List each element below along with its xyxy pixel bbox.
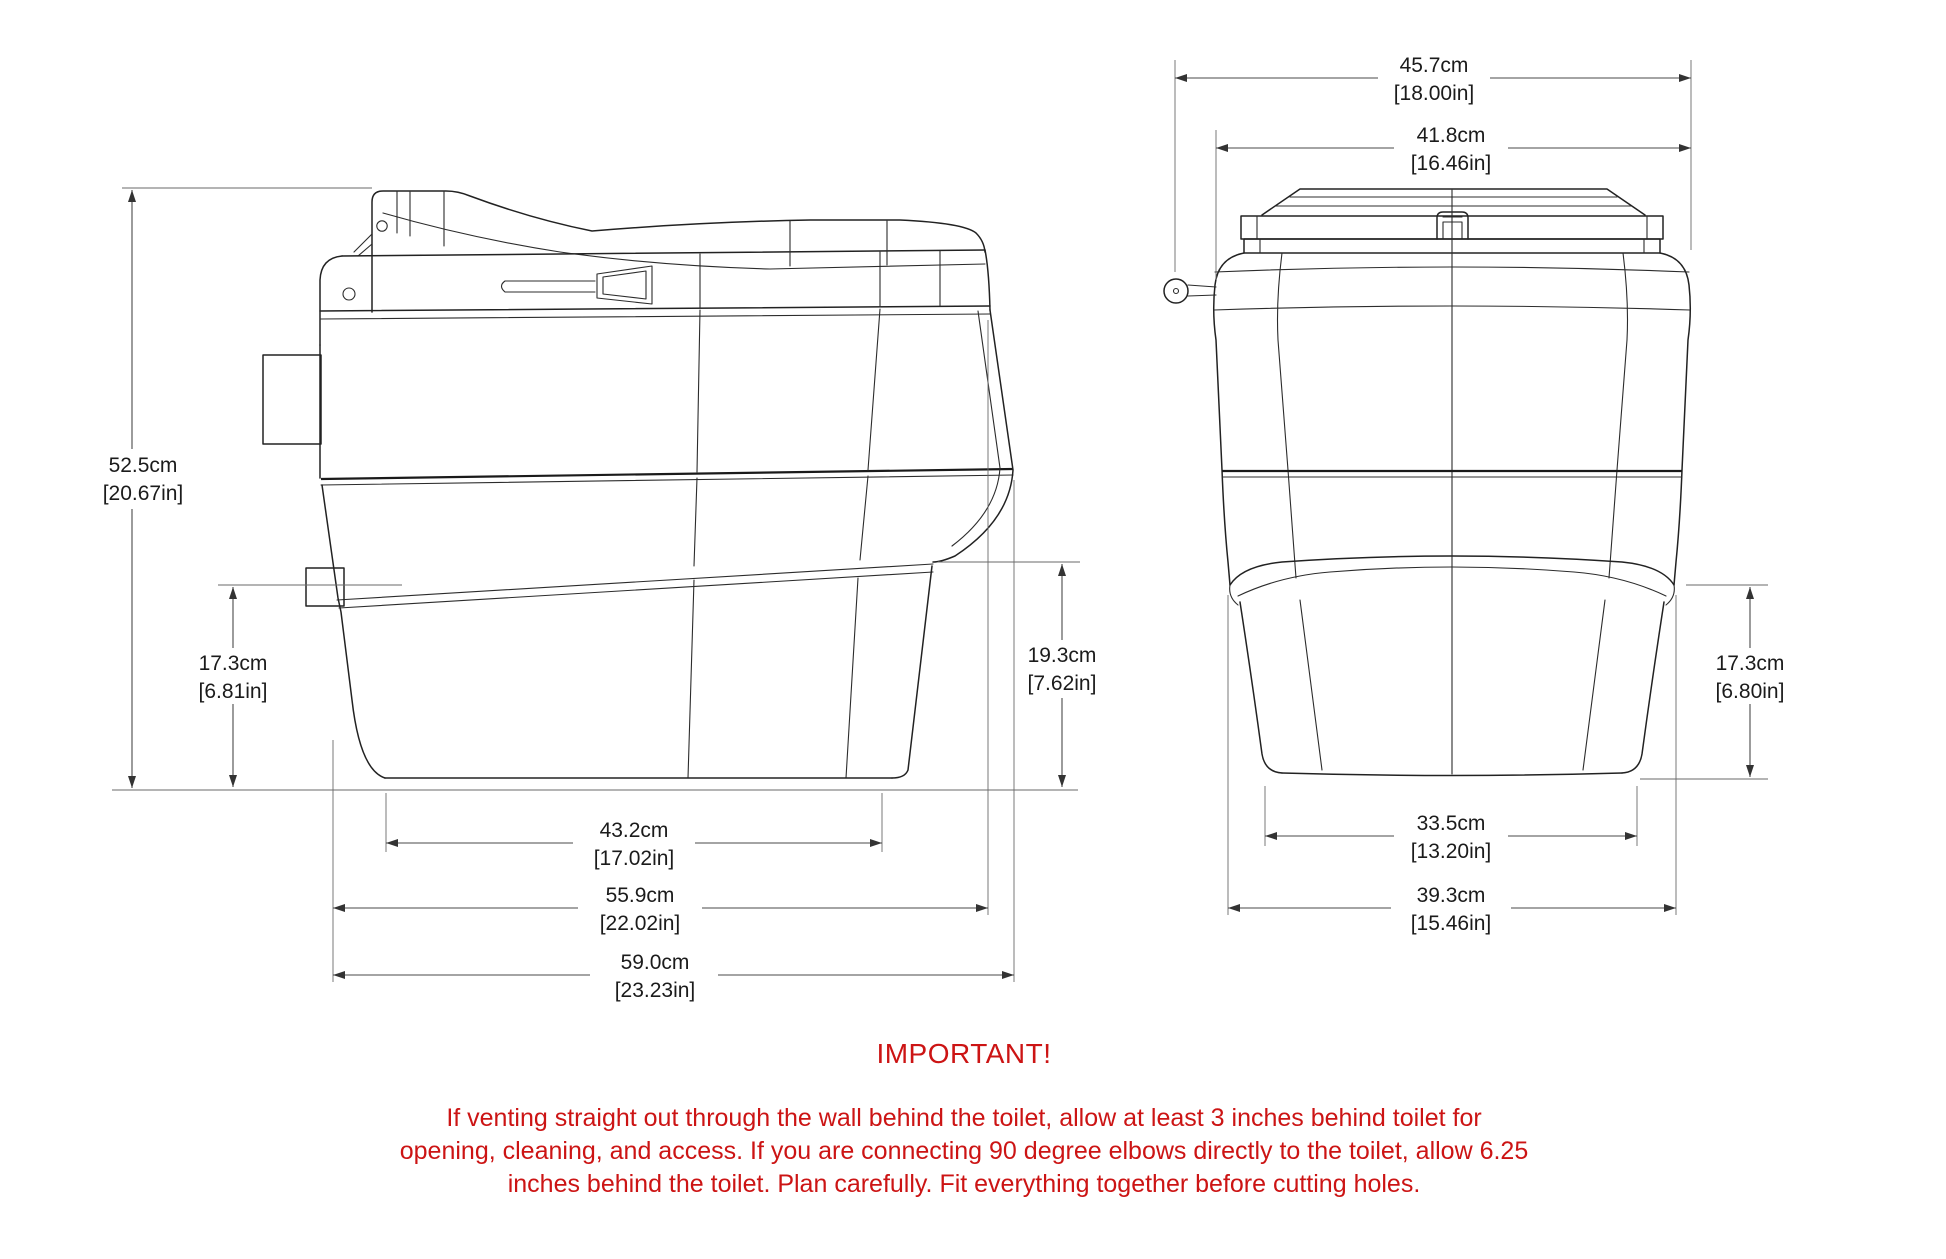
crank-handle bbox=[1164, 279, 1188, 303]
pull-rod bbox=[502, 281, 596, 292]
body-right-edge bbox=[1660, 253, 1690, 585]
dim-lid-width bbox=[1216, 121, 1691, 280]
dim-base-depth bbox=[386, 793, 882, 872]
step-height-cm-label: 17.3cm bbox=[1715, 652, 1785, 675]
body-depth-cm-label: 55.9cm bbox=[605, 884, 675, 907]
dim-base-width bbox=[1265, 786, 1637, 865]
pull-handle bbox=[597, 266, 652, 304]
warning-notice bbox=[0, 1038, 1946, 1201]
dim-outlet-height bbox=[184, 585, 402, 787]
overall-depth-cm-label: 59.0cm bbox=[620, 951, 690, 974]
hinge-hole bbox=[377, 221, 387, 231]
rear-edge bbox=[933, 310, 1013, 562]
overall-width-cm-label: 45.7cm bbox=[1399, 54, 1469, 77]
foot-right-edge bbox=[1622, 602, 1664, 773]
side-view-drawing bbox=[263, 191, 1013, 778]
overall-width-inch-label: [18.00in] bbox=[1393, 82, 1475, 105]
overall-height-inch-label: [20.67in] bbox=[102, 482, 184, 505]
step-height-inch-label: [6.80in] bbox=[1715, 680, 1785, 703]
base-width-cm-label: 33.5cm bbox=[1416, 812, 1486, 835]
base-width-inch-label: [13.20in] bbox=[1410, 840, 1492, 863]
overall-height-cm-label: 52.5cm bbox=[108, 454, 178, 477]
lid-width-cm-label: 41.8cm bbox=[1416, 124, 1486, 147]
dim-rear-step-height bbox=[938, 562, 1113, 787]
rear-step-height-inch-label: [7.62in] bbox=[1027, 672, 1097, 695]
outlet-height-inch-label: [6.81in] bbox=[198, 680, 268, 703]
warning-line-1: If venting straight out through the wall behind the toilet, allow at least 3 inches behind toilet for bbox=[446, 1104, 1482, 1132]
body-depth-inch-label: [22.02in] bbox=[599, 912, 681, 935]
warning-line-3: inches behind the toilet. Plan carefully. Fit everything together before cutting holes. bbox=[507, 1170, 1421, 1198]
dim-step-height bbox=[1640, 585, 1802, 779]
lid-cap bbox=[1262, 189, 1645, 215]
foot-left-edge bbox=[1240, 602, 1282, 773]
warning-line-2: opening, cleaning, and access. If you are connecting 90 degree elbows directly to the toilet, allow 6.25 bbox=[399, 1137, 1529, 1165]
base-depth-inch-label: [17.02in] bbox=[593, 847, 675, 870]
warning-title: IMPORTANT! bbox=[876, 1038, 1052, 1069]
body-width-cm-label: 39.3cm bbox=[1416, 884, 1486, 907]
foot-top-seam bbox=[337, 564, 933, 608]
lid-width-inch-label: [16.46in] bbox=[1410, 152, 1492, 175]
vent-flange bbox=[263, 355, 321, 444]
rear-step-height-cm-label: 19.3cm bbox=[1027, 644, 1097, 667]
rear-view-drawing bbox=[1164, 189, 1690, 776]
body-width-inch-label: [15.46in] bbox=[1410, 912, 1492, 935]
warning-body bbox=[0, 1102, 1946, 1201]
seat-band-top bbox=[342, 250, 985, 256]
base-depth-cm-label: 43.2cm bbox=[599, 819, 669, 842]
overall-depth-inch-label: [23.23in] bbox=[614, 979, 696, 1002]
body-left-edge bbox=[1214, 253, 1244, 585]
outlet-height-cm-label: 17.3cm bbox=[198, 652, 268, 675]
dim-body-depth bbox=[333, 320, 988, 982]
